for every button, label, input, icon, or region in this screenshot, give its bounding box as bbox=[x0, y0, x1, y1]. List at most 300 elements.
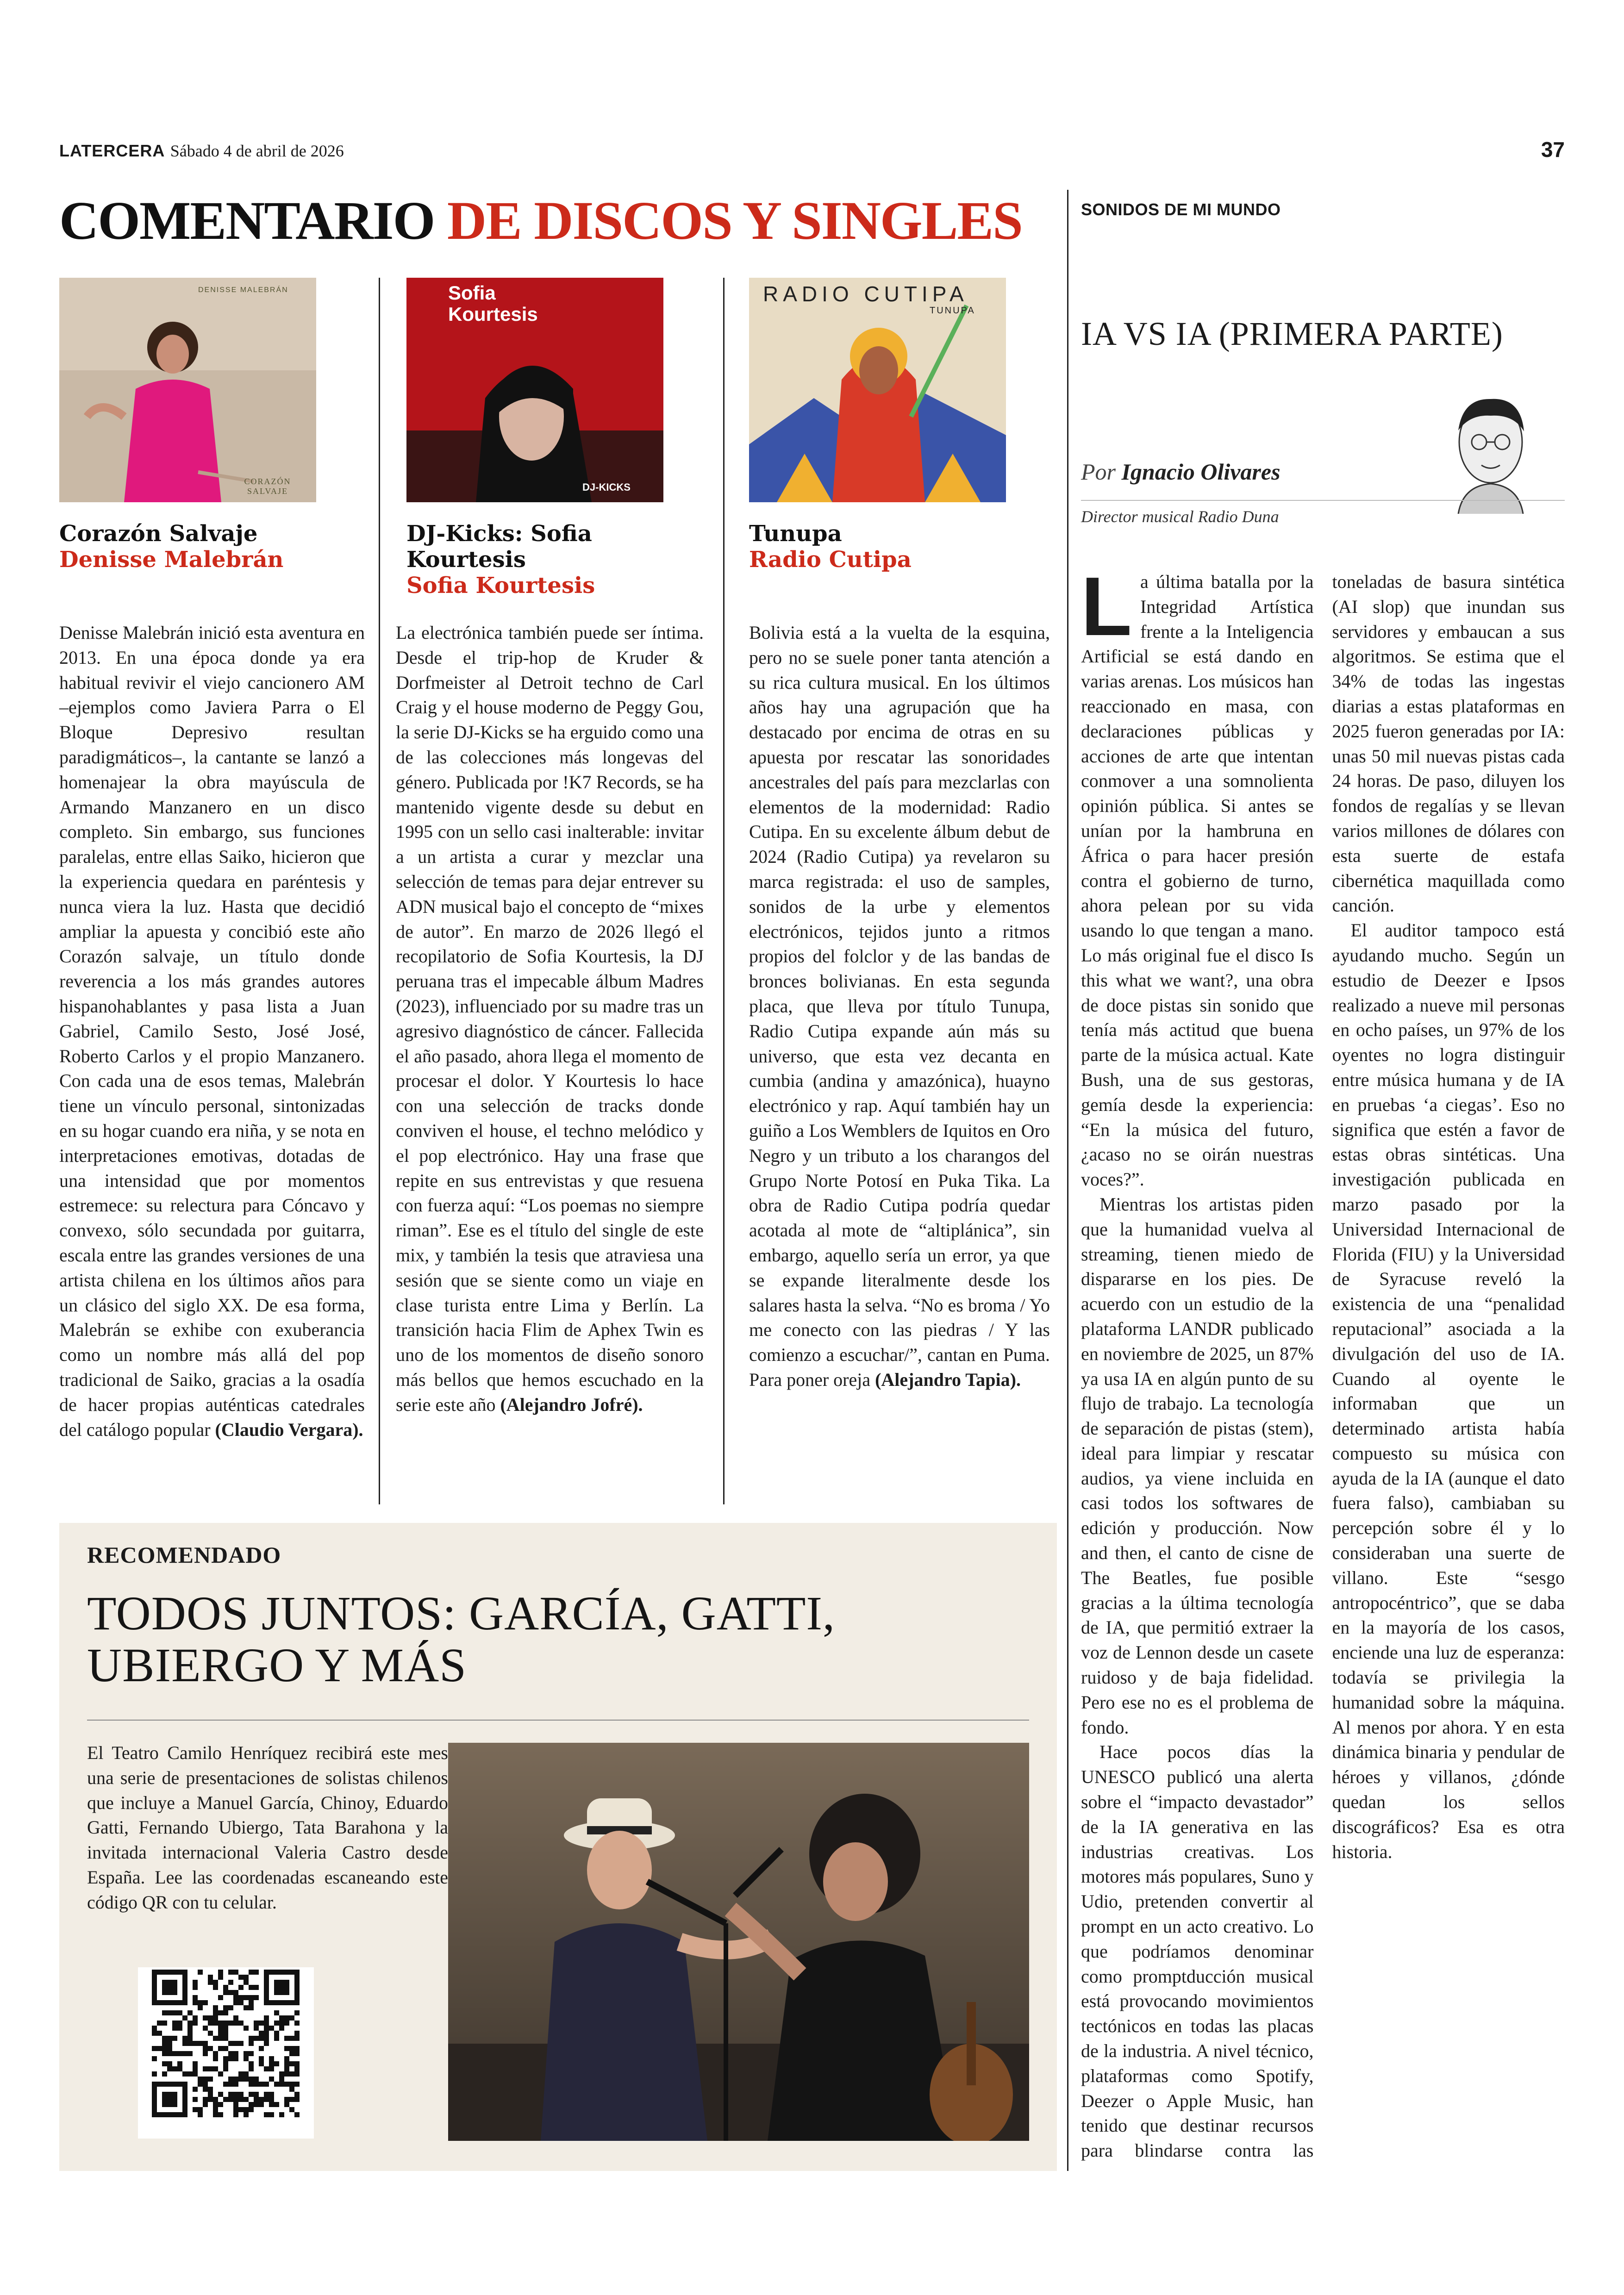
qr-module bbox=[284, 2036, 289, 2041]
qr-module bbox=[228, 2051, 233, 2056]
qr-module bbox=[187, 2071, 193, 2077]
qr-module bbox=[203, 2051, 208, 2056]
qr-module bbox=[254, 2092, 259, 2097]
qr-module bbox=[233, 1970, 238, 1975]
qr-module bbox=[249, 2082, 254, 2087]
qr-module bbox=[198, 2082, 203, 2087]
album-title: Tunupa bbox=[749, 521, 842, 547]
qr-module bbox=[167, 2041, 172, 2046]
qr-module bbox=[289, 2046, 294, 2051]
qr-module bbox=[218, 1975, 223, 1980]
qr-module bbox=[152, 2031, 157, 2036]
album-heading bbox=[749, 521, 1036, 573]
brand: LATERCERA bbox=[59, 141, 165, 160]
qr-module bbox=[193, 1980, 198, 1985]
qr-module bbox=[218, 2031, 223, 2036]
qr-module bbox=[218, 1970, 223, 1975]
qr-module bbox=[193, 1985, 198, 1990]
qr-module bbox=[294, 2092, 300, 2097]
album-review bbox=[396, 620, 704, 1417]
qr-module bbox=[218, 2036, 223, 2041]
cover-text-bottom: DJ-KICKS bbox=[582, 481, 631, 493]
qr-module bbox=[218, 2010, 223, 2015]
qr-finder bbox=[162, 1980, 177, 1995]
qr-module bbox=[238, 2092, 244, 2097]
recommended-box bbox=[59, 1523, 1057, 2171]
qr-module bbox=[162, 2041, 167, 2046]
qr-module bbox=[233, 2107, 238, 2112]
qr-module bbox=[182, 2071, 187, 2077]
qr-module bbox=[233, 2102, 238, 2107]
qr-module bbox=[218, 1995, 223, 2000]
qr-module bbox=[187, 2031, 193, 2036]
qr-module bbox=[167, 2036, 172, 2041]
qr-module bbox=[294, 2031, 300, 2036]
qr-module bbox=[249, 2041, 254, 2046]
qr-module bbox=[213, 2051, 218, 2056]
qr-module bbox=[238, 2107, 244, 2112]
qr-module bbox=[233, 2082, 238, 2087]
qr-module bbox=[264, 2021, 269, 2026]
qr-module bbox=[289, 2097, 294, 2102]
qr-module bbox=[213, 2112, 218, 2117]
qr-module bbox=[167, 2046, 172, 2051]
qr-module bbox=[172, 2051, 177, 2056]
qr-module bbox=[157, 2046, 162, 2051]
section-title-part2: DE DISCOS Y SINGLES bbox=[447, 190, 1022, 251]
qr-module bbox=[167, 2010, 172, 2015]
qr-module bbox=[244, 2097, 249, 2102]
cover-text-bottom: TUNUPA bbox=[930, 306, 975, 316]
qr-module bbox=[254, 1985, 259, 1990]
qr-module bbox=[249, 2061, 254, 2066]
qr-module bbox=[284, 2061, 289, 2066]
qr-module bbox=[223, 2026, 228, 2031]
column-divider bbox=[723, 278, 725, 1504]
qr-module bbox=[213, 2097, 218, 2102]
qr-module bbox=[294, 2046, 300, 2051]
qr-module bbox=[284, 2082, 289, 2087]
qr-module bbox=[279, 2021, 284, 2026]
qr-module bbox=[172, 2036, 177, 2041]
qr-module bbox=[187, 2051, 193, 2056]
recommended-label: RECOMENDADO bbox=[87, 1542, 281, 1568]
qr-module bbox=[249, 2051, 254, 2056]
qr-module bbox=[264, 2026, 269, 2031]
column-kicker: SONIDOS DE MI MUNDO bbox=[1081, 200, 1281, 219]
qr-module bbox=[208, 2015, 213, 2021]
qr-module bbox=[264, 2041, 269, 2046]
qr-module bbox=[187, 2021, 193, 2026]
qr-module bbox=[213, 2036, 218, 2041]
qr-module bbox=[193, 2015, 198, 2021]
qr-module bbox=[294, 2061, 300, 2066]
qr-module bbox=[244, 2112, 249, 2117]
qr-module bbox=[249, 1985, 254, 1990]
qr-module bbox=[264, 2092, 269, 2097]
recommended-rule bbox=[87, 1720, 1029, 1721]
qr-module bbox=[259, 2061, 264, 2066]
author-name: Ignacio Olivares bbox=[1121, 459, 1280, 485]
concert-photo bbox=[448, 1743, 1029, 2141]
qr-module bbox=[172, 2021, 177, 2026]
qr-module bbox=[182, 2015, 187, 2021]
qr-module bbox=[244, 2051, 249, 2056]
qr-module bbox=[274, 2031, 279, 2036]
qr-module bbox=[249, 2066, 254, 2071]
qr-module bbox=[284, 2071, 289, 2077]
qr-module bbox=[213, 2021, 218, 2026]
qr-module bbox=[274, 2082, 279, 2087]
qr-module bbox=[208, 2087, 213, 2092]
qr-module bbox=[238, 2021, 244, 2026]
qr-module bbox=[177, 2026, 182, 2031]
recommended-title bbox=[87, 1588, 1036, 1691]
qr-module bbox=[203, 2041, 208, 2046]
article-paragraph: El auditor tampoco está ayudando mucho. Según un estudio de Deezer e Ipsos realizado a nueve mil personas en ocho países, un 97% de los oyentes no logra distinguir entre música humana y de IA en pruebas ‘a ciegas’. Eso no significa que estén a favor de estas obras sintéticas. Una investigación publicada en marzo pasado por la Universidad Internacional de Florida (FIU) y la Universidad de Syracuse reveló la existencia de una “penalidad reputacional” asociada a la divulgación del uso de IA. Cuando al oyente le informaban que un determinado artista había compuesto su música con ayuda de la IA (aunque el dato fuera falso), cambiaban su percepción sobre él y lo consideraban una suerte de villano. Este “sesgo antropocéntrico”, que se daba en la mayoría de los casos, enciende una luz de esperanza: todavía se privilegia la humanidad sobre la máquina. Al menos por ahora. Y en esta dinámica binaria y pendular de héroes y villanos, ¿dónde quedan los sellos discográficos? Esa es otra historia. bbox=[1332, 920, 1565, 1862]
qr-module bbox=[218, 2092, 223, 2097]
album-cover-dj-kicks bbox=[406, 278, 663, 502]
qr-module bbox=[244, 2071, 249, 2077]
qr-module bbox=[223, 1990, 228, 1995]
qr-module bbox=[238, 2041, 244, 2046]
qr-module bbox=[289, 2036, 294, 2041]
qr-module bbox=[228, 1980, 233, 1985]
qr-module bbox=[157, 2021, 162, 2026]
album-cover-art bbox=[59, 278, 316, 502]
qr-module bbox=[203, 2026, 208, 2031]
qr-module bbox=[187, 2026, 193, 2031]
qr-module bbox=[254, 2077, 259, 2082]
qr-module bbox=[198, 2107, 203, 2112]
qr-module bbox=[213, 2015, 218, 2021]
author-portrait-sketch bbox=[1444, 389, 1537, 514]
qr-module bbox=[223, 2061, 228, 2066]
qr-module bbox=[223, 2036, 228, 2041]
qr-module bbox=[254, 2036, 259, 2041]
qr-module bbox=[259, 2021, 264, 2026]
qr-module bbox=[218, 2046, 223, 2051]
qr-module bbox=[167, 2066, 172, 2071]
qr-module bbox=[249, 1970, 254, 1975]
qr-module bbox=[198, 2041, 203, 2046]
qr-module bbox=[193, 2061, 198, 2066]
qr-module bbox=[269, 2112, 274, 2117]
dropcap: L bbox=[1081, 560, 1132, 653]
qr-module bbox=[228, 2021, 233, 2026]
qr-module bbox=[228, 2005, 233, 2010]
qr-module bbox=[294, 2071, 300, 2077]
qr-module bbox=[193, 2071, 198, 2077]
qr-module bbox=[294, 2051, 300, 2056]
qr-module bbox=[279, 2026, 284, 2031]
review-signature: (Claudio Vergara). bbox=[215, 1419, 363, 1440]
page-number: 37 bbox=[1541, 137, 1565, 162]
qr-module bbox=[264, 2112, 269, 2117]
qr-module bbox=[208, 2077, 213, 2082]
qr-module bbox=[289, 2051, 294, 2056]
paragraph-text: a última batalla por la Integridad Artística frente a la Inteligencia Artificial se está dando en varias arenas. Los músicos han reaccionado en masa, con declaraciones públicas y acciones de arte que intentan conmover a una somnolienta opinión pública. Si antes se unían por la hambruna en África o para hacer presión contra el gobierno de turno, ahora pelean por su vida usando lo que tengan a mano. Lo más original fue el disco Is this what we want?, una obra de doce pistas sin sonido que tenía más actitud que buena parte de la música actual. Kate Bush, una de sus gestoras, gemía desde la experiencia: “En la música del futuro, ¿acaso no se oirán nuestras voces?”. bbox=[1081, 571, 1314, 1190]
qr-module bbox=[198, 2005, 203, 2010]
album-title: Corazón Salvaje bbox=[59, 521, 258, 547]
qr-module bbox=[274, 2021, 279, 2026]
qr-module bbox=[264, 2031, 269, 2036]
qr-module bbox=[223, 2005, 228, 2010]
article-paragraph bbox=[1081, 560, 1314, 1192]
qr-module bbox=[218, 2021, 223, 2026]
qr-module bbox=[167, 2051, 172, 2056]
qr-module bbox=[198, 2077, 203, 2082]
qr-module bbox=[254, 1970, 259, 1975]
qr-module bbox=[244, 2077, 249, 2082]
qr-module bbox=[218, 2026, 223, 2031]
qr-module bbox=[187, 2010, 193, 2015]
qr-module bbox=[259, 2097, 264, 2102]
qr-module bbox=[238, 1985, 244, 1990]
qr-module bbox=[269, 2061, 274, 2066]
qr-module bbox=[264, 2015, 269, 2021]
qr-module bbox=[233, 1990, 238, 1995]
qr-module bbox=[198, 2000, 203, 2005]
qr-module bbox=[152, 2026, 157, 2031]
qr-module bbox=[269, 2056, 274, 2061]
qr-module bbox=[284, 2021, 289, 2026]
qr-module bbox=[228, 1990, 233, 1995]
qr-module bbox=[249, 2077, 254, 2082]
qr-module bbox=[218, 2071, 223, 2077]
qr-module bbox=[233, 2051, 238, 2056]
qr-module bbox=[208, 1975, 213, 1980]
qr-module bbox=[228, 1970, 233, 1975]
qr-module bbox=[203, 2000, 208, 2005]
qr-module bbox=[254, 2097, 259, 2102]
qr-module bbox=[177, 2010, 182, 2015]
qr-module bbox=[269, 2026, 274, 2031]
qr-module bbox=[249, 2107, 254, 2112]
article-paragraph: Hace pocos días la UNESCO publicó una alerta sobre el “impacto devastador” de la IA generativa en las industrias creativas. Los motores más populares, Suno y Udio, pretenden convertir al prompt en un acto creativo. Lo que podríamos denominar como promptducción musical está provocando movimientos tectónicos en todas las placas de la industria. A nivel técnico, plataformas como Spotify, Deezer o Apple Music, han tenido que destinar recursos para blindarse contra las toneladas de basura sintética (AI slop) que inundan sus servidores y embaucan a sus algoritmos. Se estima que el 34% de todas las ingestas diarias a estas plataformas en 2025 fueron generadas por IA: unas 50 mil nuevas pistas cada 24 horas. De paso, diluyen los fondos de regalías y se llevan varios millones de dólares con esta suerte de estafa cibernética maquillada como canción. bbox=[1081, 571, 1565, 2161]
qr-module bbox=[208, 1980, 213, 1985]
qr-module bbox=[223, 2066, 228, 2071]
qr-module bbox=[249, 1995, 254, 2000]
qr-module bbox=[269, 2102, 274, 2107]
qr-module bbox=[233, 2000, 238, 2005]
qr-module bbox=[203, 2015, 208, 2021]
section-title-part1: COMENTARIO bbox=[59, 190, 435, 251]
qr-module bbox=[294, 2097, 300, 2102]
qr-module bbox=[249, 2036, 254, 2041]
qr-module bbox=[223, 2010, 228, 2015]
qr-module bbox=[284, 2015, 289, 2021]
qr-module bbox=[269, 2066, 274, 2071]
qr-module bbox=[193, 2107, 198, 2112]
qr-module bbox=[249, 2000, 254, 2005]
qr-module bbox=[203, 2097, 208, 2102]
qr-module bbox=[228, 2077, 233, 2082]
qr-module bbox=[244, 2026, 249, 2031]
qr-module bbox=[279, 2082, 284, 2087]
qr-module bbox=[289, 2061, 294, 2066]
qr-module bbox=[182, 2051, 187, 2056]
qr-module bbox=[198, 1970, 203, 1975]
qr-module bbox=[213, 2107, 218, 2112]
qr-module bbox=[203, 2087, 208, 2092]
qr-module bbox=[213, 2056, 218, 2061]
qr-module bbox=[238, 2097, 244, 2102]
qr-module bbox=[208, 2097, 213, 2102]
review-signature: (Alejandro Tapia). bbox=[875, 1369, 1021, 1390]
column-divider bbox=[379, 278, 380, 1504]
qr-module bbox=[193, 2041, 198, 2046]
qr-module bbox=[284, 2056, 289, 2061]
qr-module bbox=[294, 2112, 300, 2117]
qr-module bbox=[203, 2102, 208, 2107]
qr-module bbox=[254, 2021, 259, 2026]
qr-module bbox=[294, 2010, 300, 2015]
qr-module bbox=[269, 2097, 274, 2102]
qr-module bbox=[193, 1995, 198, 2000]
review-signature: (Alejandro Jofré). bbox=[500, 1394, 643, 1415]
qr-module bbox=[233, 2112, 238, 2117]
issue-date: Sábado 4 de abril de 2026 bbox=[170, 142, 344, 160]
qr-module bbox=[162, 2021, 167, 2026]
qr-module bbox=[193, 2066, 198, 2071]
author-role: Director musical Radio Duna bbox=[1081, 507, 1279, 526]
qr-module bbox=[269, 2077, 274, 2082]
qr-module bbox=[259, 2082, 264, 2087]
column-divider bbox=[1067, 190, 1068, 2171]
qr-module bbox=[213, 2010, 218, 2015]
qr-module bbox=[213, 1985, 218, 1990]
qr-code[interactable] bbox=[138, 1967, 314, 2139]
qr-module bbox=[264, 2036, 269, 2041]
qr-module bbox=[269, 2092, 274, 2097]
qr-module bbox=[294, 2036, 300, 2041]
qr-module bbox=[249, 2092, 254, 2097]
qr-module bbox=[213, 2102, 218, 2107]
qr-module bbox=[208, 2031, 213, 2036]
qr-module bbox=[238, 2071, 244, 2077]
album-artist: Denisse Malebrán bbox=[59, 547, 284, 573]
qr-module bbox=[289, 2015, 294, 2021]
qr-module bbox=[213, 2005, 218, 2010]
qr-module bbox=[223, 2021, 228, 2026]
qr-module bbox=[294, 2082, 300, 2087]
qr-module bbox=[213, 1980, 218, 1985]
qr-module bbox=[167, 2061, 172, 2066]
album-artist: Radio Cutipa bbox=[749, 547, 912, 573]
qr-module bbox=[289, 2087, 294, 2092]
qr-module bbox=[254, 2026, 259, 2031]
qr-module bbox=[177, 2051, 182, 2056]
qr-module bbox=[177, 2066, 182, 2071]
qr-module bbox=[274, 2061, 279, 2066]
byline-rule bbox=[1081, 500, 1565, 501]
concert-photo-art bbox=[448, 1743, 1029, 2141]
qr-module bbox=[228, 2041, 233, 2046]
qr-module bbox=[213, 2066, 218, 2071]
review-text: La electrónica también puede ser íntima. Desde el trip-hop de Kruder & Dorfmeister al Detroit techno de Carl Craig y el house moderno de Peggy Gou, la serie DJ-Kicks se ha erguido como una de las colecciones más longevas del género. Publicada por !K7 Records, se ha mantenido vigente desde su debut en 1995 con un sello casi inalterable: invitar a un artista a curar y mezclar una selección de temas para dejar entrever su ADN musical bajo el concepto de “mixes de autor”. En marzo de 2026 llegó el recopilatorio de Sofia Kourtesis, la DJ peruana tras el impecable álbum Madres (2023), influenciado por su madre tras un agresivo diagnóstico de cáncer. Fallecida el año pasado, ahora llega el momento de procesar el dolor. Y Kourtesis lo hace con una selección de tracks donde conviven el house, el techno melódico y el pop electrónico. Hay una frase que repite en sus entrevistas y que resuena con fuerza aquí: “Los poemas no siempre riman”. Ese es el título del single de este mix, y también la tesis que atraviesa una sesión que se siente como un viaje en clase turista entre Lima y Berlín. La transición hacia Flim de Aphex Twin es uno de los momentos de diseño sonoro más bellos que hemos escuchado en la serie este año bbox=[396, 622, 704, 1415]
qr-module bbox=[284, 2102, 289, 2107]
author-portrait bbox=[1444, 389, 1537, 514]
qr-module bbox=[203, 2046, 208, 2051]
byline-prefix: Por bbox=[1081, 459, 1116, 485]
qr-module bbox=[274, 2102, 279, 2107]
qr-module bbox=[228, 2056, 233, 2061]
qr-module bbox=[198, 2112, 203, 2117]
qr-module bbox=[259, 2036, 264, 2041]
qr-module bbox=[152, 2046, 157, 2051]
qr-module bbox=[284, 2066, 289, 2071]
cover-text-bottom: CORAZÓN SALVAJE bbox=[244, 477, 291, 496]
qr-module bbox=[182, 2036, 187, 2041]
qr-module bbox=[279, 2071, 284, 2077]
qr-module bbox=[162, 2036, 167, 2041]
qr-module bbox=[284, 2046, 289, 2051]
qr-module bbox=[233, 1995, 238, 2000]
qr-module bbox=[233, 2077, 238, 2082]
qr-module bbox=[162, 2046, 167, 2051]
qr-module bbox=[244, 2005, 249, 2010]
cover-text-top: DENISSE MALEBRÁN bbox=[198, 286, 288, 294]
qr-module bbox=[228, 2097, 233, 2102]
cover-text-top: Sofia Kourtesis bbox=[448, 282, 538, 325]
qr-module bbox=[223, 1985, 228, 1990]
qr-module bbox=[274, 2010, 279, 2015]
album-heading bbox=[406, 521, 666, 599]
qr-module bbox=[264, 2097, 269, 2102]
album-review bbox=[749, 620, 1050, 1392]
qr-module bbox=[279, 2112, 284, 2117]
qr-module bbox=[254, 1995, 259, 2000]
qr-module bbox=[218, 2102, 223, 2107]
qr-module bbox=[244, 1980, 249, 1985]
recommended-title-line1: TODOS JUNTOS: GARCÍA, GATTI, bbox=[87, 1587, 836, 1640]
qr-module bbox=[264, 2082, 269, 2087]
qr-module bbox=[152, 2071, 157, 2077]
qr-module bbox=[162, 2071, 167, 2077]
qr-module bbox=[254, 2082, 259, 2087]
qr-module bbox=[289, 2071, 294, 2077]
qr-module bbox=[259, 2102, 264, 2107]
album-heading bbox=[59, 521, 346, 573]
qr-module bbox=[244, 2107, 249, 2112]
qr-module bbox=[233, 2056, 238, 2061]
column-article bbox=[1081, 560, 1565, 2166]
qr-module bbox=[203, 2082, 208, 2087]
qr-module bbox=[238, 1995, 244, 2000]
qr-finder bbox=[274, 1980, 289, 1995]
review-text: Denisse Malebrán inició esta aventura en 2013. En una época donde ya era habitual revivir el viejo cancionero AM –ejemplos como Javiera Parra o El Bloque Depresivo resultan paradigmáticos–, la cantante se lanzó a homenajear la obra mayúscula de Armando Manzanero en un disco completo. Sin embargo, sus funciones paralelas, entre ellas Saiko, hicieron que la experiencia quedara en paréntesis y nunca viera la luz. Hasta que decidió ampliar la apuesta y concibió este año Corazón salvaje, un título donde reverencia a los más grandes autores hispanohablantes y pasa lista a Juan Gabriel, Camilo Sesto, José José, Roberto Carlos y el propio Manzanero. Con cada una de esos temas, Malebrán tiene un vínculo personal, sintonizadas en su hogar cuando era niña, y se nota en interpretaciones emotivas, dotadas de una intensidad que por momentos estremece: su relectura para Cóncavo y convexo, sólo secundada por guitarra, escala entre las grandes versiones de una artista chilena en los últimos años para un clásico del siglo XX. De esa forma, Malebrán se exhibe con exuberancia como un nombre más allá del pop tradicional de Saiko, gracias a la osadía de hacer propias auténticas catedrales del catálogo popular bbox=[59, 622, 365, 1440]
qr-module bbox=[249, 2005, 254, 2010]
qr-module bbox=[254, 2102, 259, 2107]
qr-module bbox=[279, 2015, 284, 2021]
album-cover-tunupa bbox=[749, 278, 1006, 502]
qr-module bbox=[238, 2077, 244, 2082]
album-artist: Sofia Kourtesis bbox=[406, 573, 595, 599]
article-paragraph: Mientras los artistas piden que la humanidad vuelva al streaming, tienen miedo de dispararse en los pies. De acuerdo con un estudio de la plataforma LANDR publicado en noviembre de 2025, un 87% ya usa IA en algún punto de su flujo de trabajo. La tecnología de separación de pistas (stem), ideal para limpiar y rescatar audios, ya viene incluida en casi todos los softwares de edición y producción. Now and then, el canto de cisne de The Beatles, fue posible gracias a la última tecnología de IA, que permitió extraer la voz de Lennon desde un casete ruidoso y de baja fidelidad. Pero ese no es el problema de fondo. bbox=[1081, 1193, 1314, 1738]
qr-module bbox=[238, 1975, 244, 1980]
qr-module bbox=[187, 2036, 193, 2041]
qr-module bbox=[259, 2046, 264, 2051]
album-cover-corazon-salvaje bbox=[59, 278, 316, 502]
qr-code-image bbox=[138, 1967, 314, 2139]
qr-module bbox=[203, 2077, 208, 2082]
qr-module bbox=[284, 2097, 289, 2102]
masthead bbox=[59, 141, 344, 161]
qr-module bbox=[193, 2097, 198, 2102]
qr-module bbox=[182, 2041, 187, 2046]
qr-module bbox=[208, 2021, 213, 2026]
